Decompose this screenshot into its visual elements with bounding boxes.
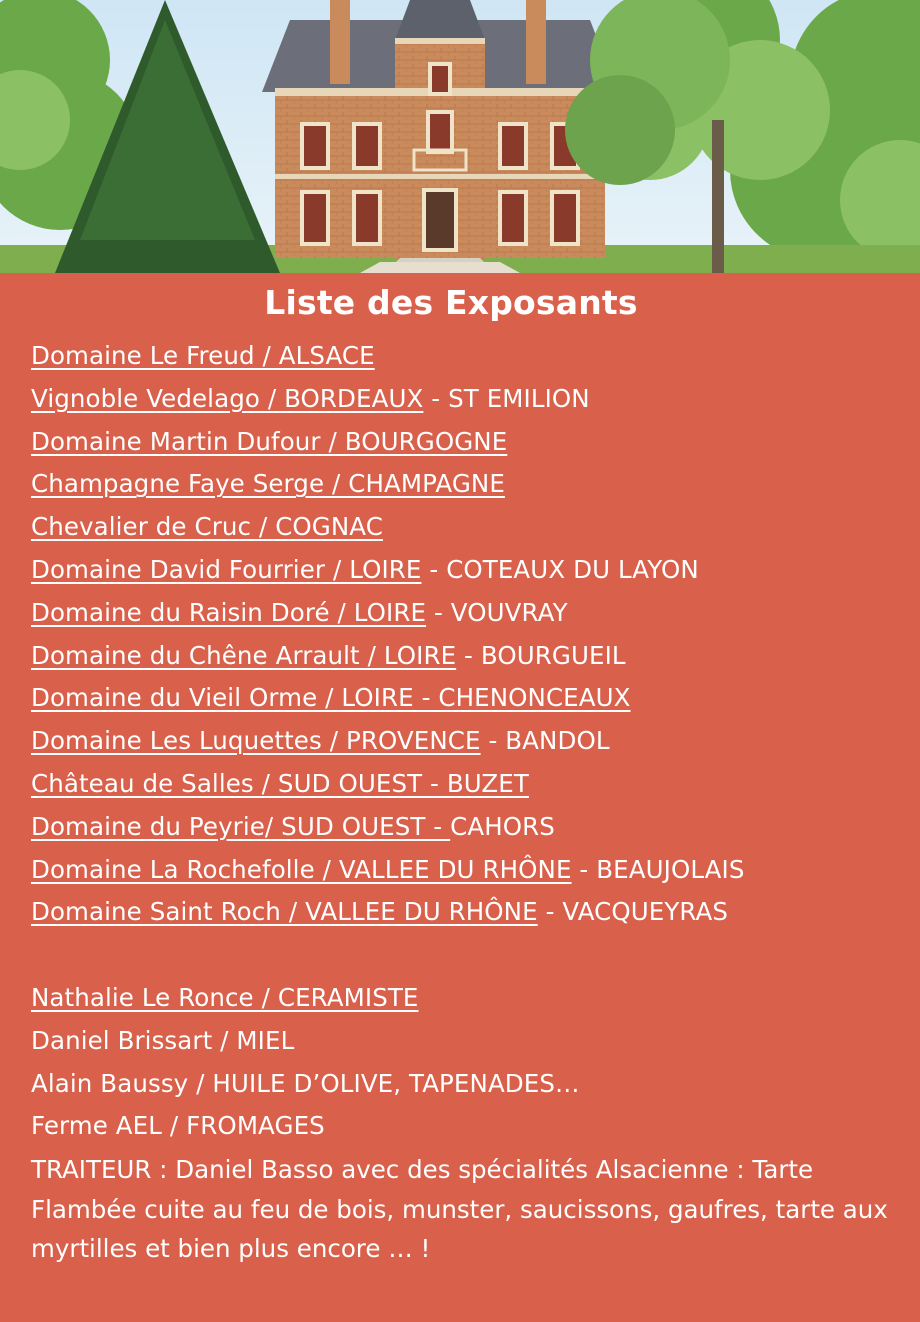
list-item [31,506,891,549]
list-item [31,378,891,421]
exhibitor-link[interactable]: Domaine Les Luquettes / PROVENCE [31,726,481,756]
list-item [31,1105,891,1148]
exhibitor-link[interactable]: Domaine Le Freud / ALSACE [31,341,375,370]
list-item [31,421,891,464]
list-item [31,806,891,849]
list-item [31,977,891,1020]
exhibitor-detail: - VACQUEYRAS [537,897,729,927]
list-item [31,891,891,934]
exhibitor-detail: CAHORS [450,811,555,841]
exhibitor-link[interactable]: Château de Salles / SUD OUEST - BUZET [31,768,529,798]
exhibitor-detail: - BANDOL [480,726,610,756]
artisan-detail: Ferme AEL / FROMAGES [31,1111,325,1141]
list-item [31,635,891,678]
chateau-photo [0,0,920,273]
list-item [31,677,891,720]
exhibitor-link[interactable]: Domaine du Raisin Doré / LOIRE [31,597,427,627]
traiteur-text: TRAITEUR : Daniel Basso avec des spécialités Alsacienne : Tarte Flambée cuite au feu de bois, munster, saucissons, gaufres, tarte aux myrtilles et bien plus encore … ! [31,1155,888,1263]
exhibitor-detail: - BOURGUEIL [456,640,626,670]
page-title: Liste des Exposants [264,283,638,322]
exhibitors-list [31,335,891,1148]
list-item [31,1020,891,1063]
list-item [31,335,891,378]
list-item [31,720,891,763]
artisan-detail: Daniel Brissart / MIEL [31,1025,295,1055]
list-item [31,463,891,506]
exhibitor-link[interactable]: Domaine Saint Roch / VALLEE DU RHÔNE [31,897,538,927]
exhibitor-link[interactable]: Chevalier de Cruc / COGNAC [31,512,383,542]
exhibitor-link[interactable]: Domaine du Vieil Orme / LOIRE - CHENONCEAUX [31,683,631,713]
exhibitor-link[interactable]: Vignoble Vedelago / BORDEAUX [31,383,424,413]
list-item [31,549,891,592]
exhibitors-panel [0,273,920,1322]
list-item [31,849,891,892]
chateau-illustration [0,0,920,273]
exhibitor-link[interactable]: Domaine du Peyrie/ SUD OUEST - [31,811,451,841]
artisan-detail: Alain Baussy / HUILE D’OLIVE, TAPENADES… [31,1068,580,1098]
exhibitor-link[interactable]: Domaine Martin Dufour / BOURGOGNE [31,426,508,456]
list-spacer [31,934,891,977]
exhibitor-detail: - BEAUJOLAIS [571,854,745,884]
exhibitor-link[interactable]: Champagne Faye Serge / CHAMPAGNE [31,469,505,499]
exhibitor-detail: - ST EMILION [423,383,590,413]
list-item [31,592,891,635]
exhibitor-link[interactable]: Domaine David Fourrier / LOIRE [31,554,422,584]
exhibitor-detail: - VOUVRAY [426,597,568,627]
exhibitor-link[interactable]: Domaine La Rochefolle / VALLEE DU RHÔNE [31,854,572,884]
list-item [31,1063,891,1106]
exhibitor-link[interactable]: Domaine du Chêne Arrault / LOIRE [31,640,457,670]
artisan-link[interactable]: Nathalie Le Ronce / CERAMISTE [31,982,419,1012]
exhibitor-detail: - COTEAUX DU LAYON [421,554,699,584]
list-item [31,763,891,806]
